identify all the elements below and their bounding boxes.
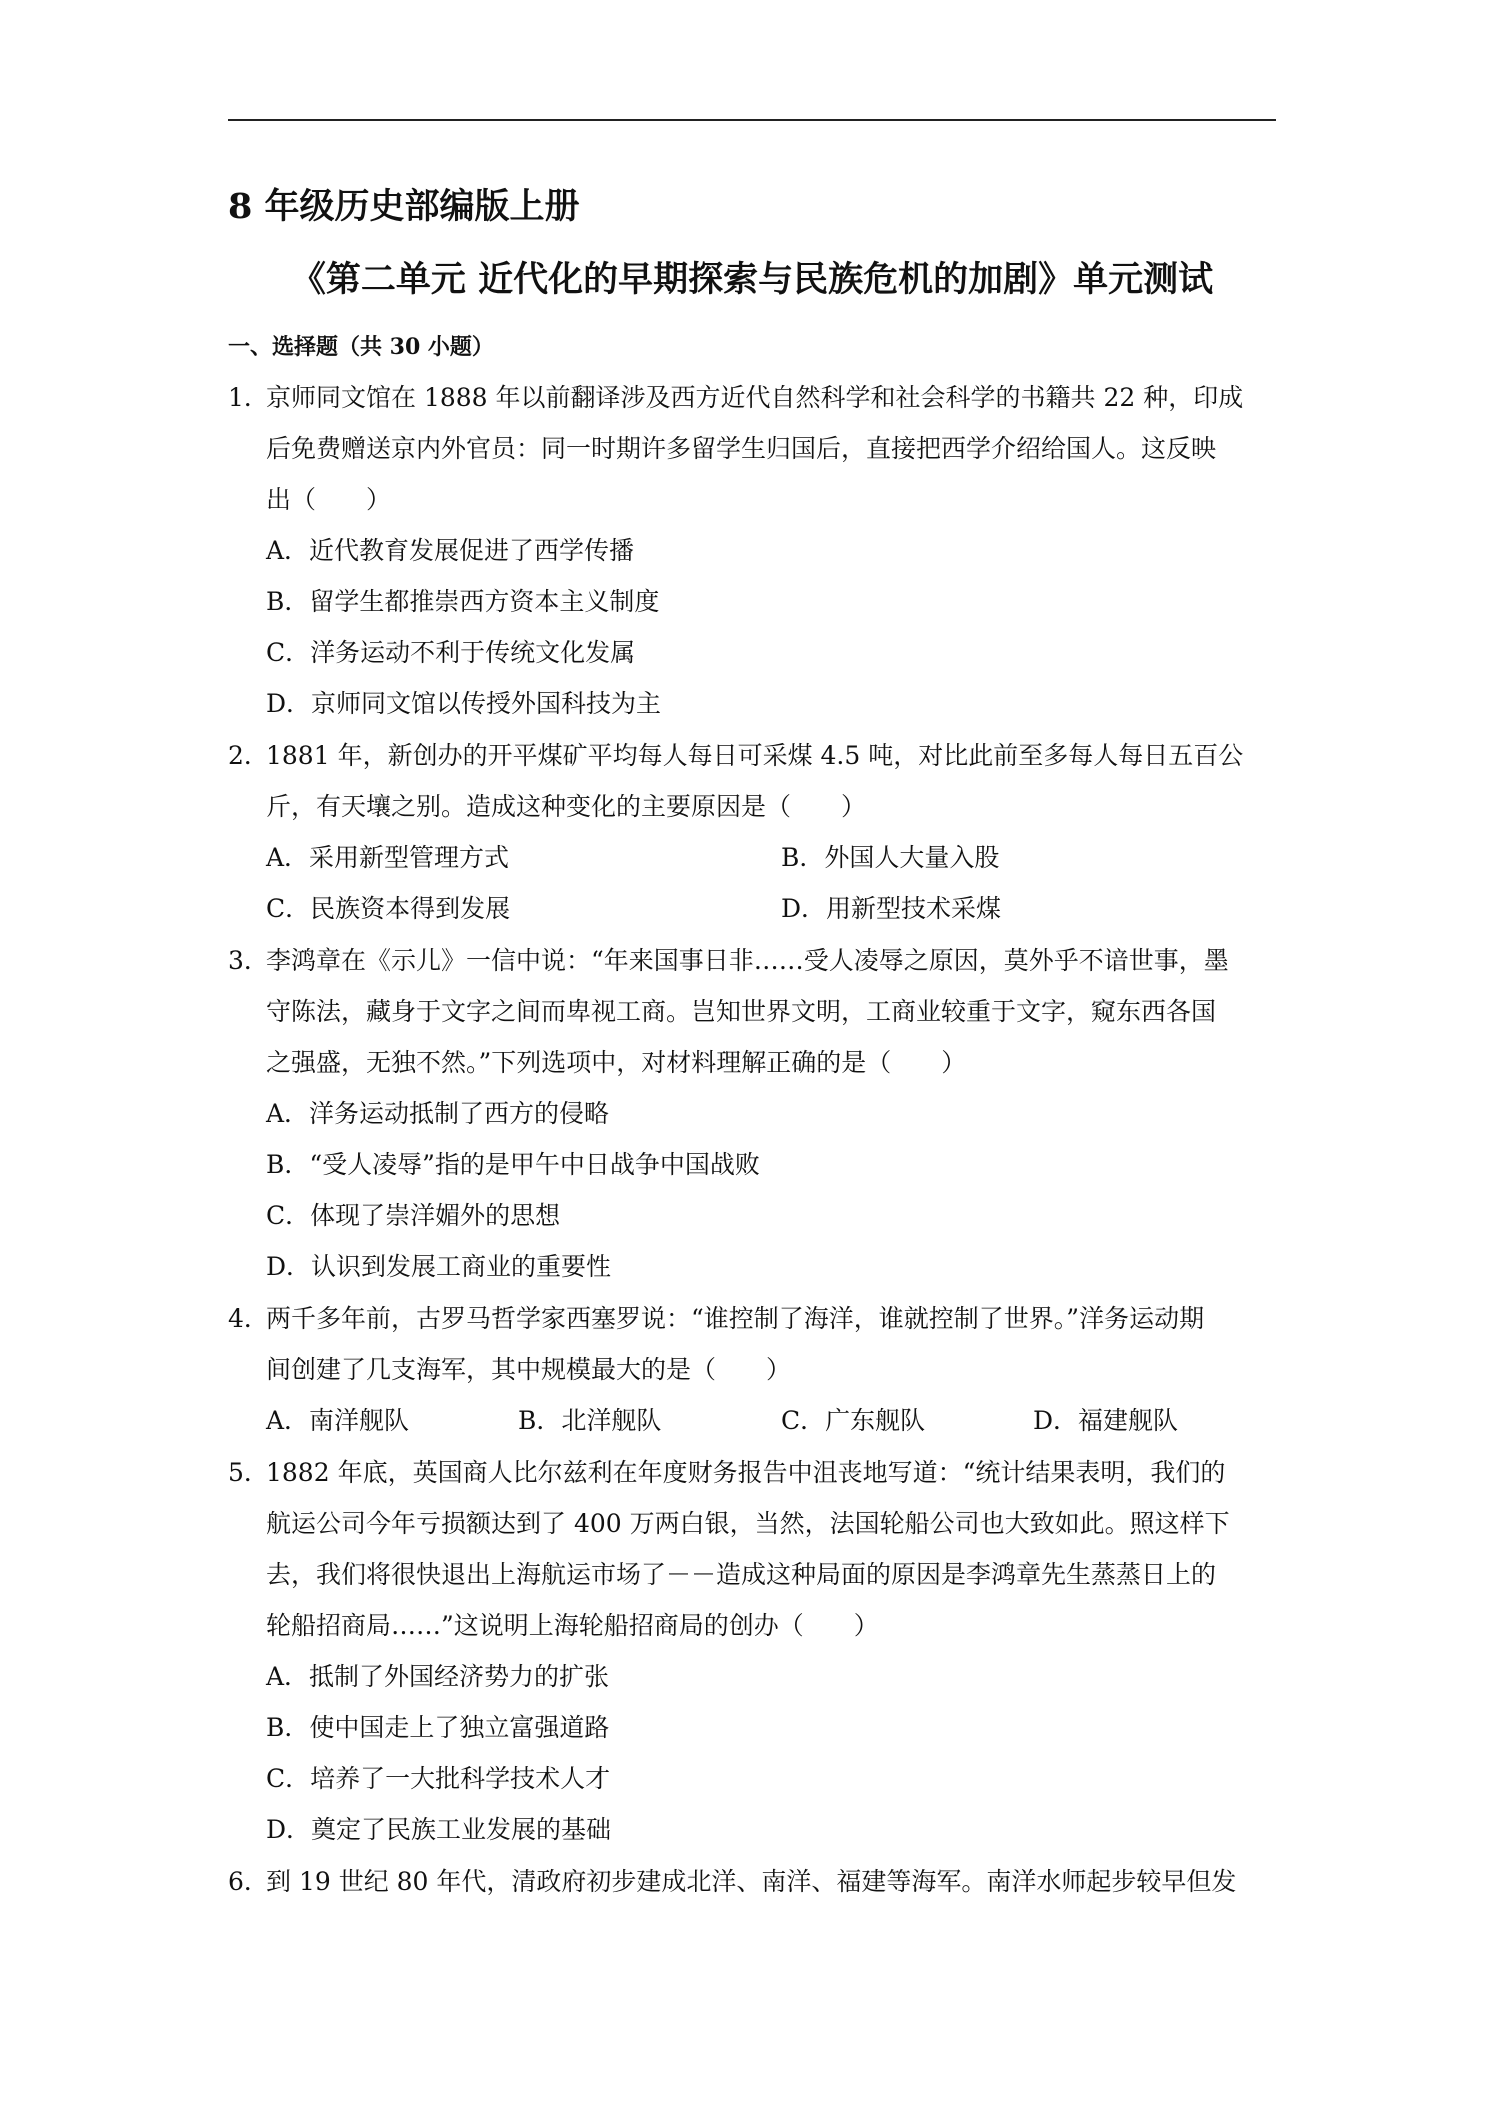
question-text-line: 斤，有天壤之别。造成这种变化的主要原因是（ ） (266, 792, 867, 821)
question-text-line: 到 19 世纪 80 年代，清政府初步建成北洋、南洋、福建等海军。南洋水师起步较早但发 (266, 1867, 1237, 1896)
question-text-line: 去，我们将很快退出上海航运市场了－－造成这种局面的原因是李鸿章先生蒸蒸日上的 (266, 1560, 1217, 1589)
question-text-line: 之强盛，无独不然。”下列选项中，对材料理解正确的是（ ） (266, 1048, 967, 1077)
question-text-line: 李鸿章在《示儿》一信中说：“年来国事日非……受人凌辱之原因，莫外乎不谙世事，墨 (266, 946, 1229, 975)
question-number: 3． (228, 946, 269, 975)
option-c: C．广东舰队 (781, 1406, 926, 1435)
question-text-line: 京师同文馆在 1888 年以前翻译涉及西方近代自然科学和社会科学的书籍共 22 种，印成 (266, 383, 1244, 412)
question-text-line: 两千多年前，古罗马哲学家西塞罗说：“谁控制了海洋，谁就控制了世界。”洋务运动期 (266, 1304, 1205, 1333)
option-d: D．京师同文馆以传授外国科技为主 (266, 689, 662, 718)
option-a: A．抵制了外国经济势力的扩张 (266, 1662, 610, 1691)
option-c: C．民族资本得到发展 (266, 894, 511, 923)
option-b: B．使中国走上了独立富强道路 (266, 1713, 610, 1742)
option-b: B．留学生都推崇西方资本主义制度 (266, 587, 660, 616)
option-a: A．近代教育发展促进了西学传播 (266, 536, 635, 565)
question-text-line: 轮船招商局……”这说明上海轮船招商局的创办（ ） (266, 1611, 879, 1640)
option-a: A．南洋舰队 (266, 1406, 410, 1435)
section-heading: 一、选择题（共 30 小题） (228, 334, 494, 360)
option-d: D．福建舰队 (1033, 1406, 1179, 1435)
header-rule (228, 119, 1276, 121)
question-text-line: 1882 年底，英国商人比尔兹利在年度财务报告中沮丧地写道：“统计结果表明，我们的 (266, 1458, 1226, 1487)
option-a: A．洋务运动抵制了西方的侵略 (266, 1099, 610, 1128)
option-c: C．洋务运动不利于传统文化发属 (266, 638, 636, 667)
option-d: D．用新型技术采煤 (781, 894, 1002, 923)
option-a: A．采用新型管理方式 (266, 843, 510, 872)
option-d: D．认识到发展工商业的重要性 (266, 1252, 612, 1281)
question-number: 6． (228, 1867, 269, 1896)
question-text-line: 后免费赠送京内外官员：同一时期许多留学生归国后，直接把西学介绍给国人。这反映 (266, 434, 1217, 463)
question-text-line: 守陈法，藏身于文字之间而卑视工商。岂知世界文明，工商业较重于文字，窥东西各国 (266, 997, 1217, 1026)
question-number: 4． (228, 1304, 269, 1333)
question-text-line: 间创建了几支海军，其中规模最大的是（ ） (266, 1355, 792, 1384)
question-text-line: 1881 年，新创办的开平煤矿平均每人每日可采煤 4.5 吨，对比此前至多每人每日五百公 (266, 741, 1244, 770)
question-text-line: 航运公司今年亏损额达到了 400 万两白银，当然，法国轮船公司也大致如此。照这样下 (266, 1509, 1230, 1538)
question-number: 5． (228, 1458, 269, 1487)
question-number: 2． (228, 741, 269, 770)
question-text-line: 出（ ） (266, 485, 392, 514)
document-subtitle: 《第二单元 近代化的早期探索与民族危机的加剧》单元测试 (290, 259, 1214, 300)
option-b: B．“受人凌辱”指的是甲午中日战争中国战败 (266, 1150, 760, 1179)
option-d: D．奠定了民族工业发展的基础 (266, 1815, 612, 1844)
option-c: C．体现了崇洋媚外的思想 (266, 1201, 561, 1230)
document-title: 8 年级历史部编版上册 (228, 186, 580, 227)
option-b: B．北洋舰队 (518, 1406, 662, 1435)
option-b: B．外国人大量入股 (781, 843, 1000, 872)
option-c: C．培养了一大批科学技术人才 (266, 1764, 611, 1793)
question-number: 1． (228, 383, 269, 412)
